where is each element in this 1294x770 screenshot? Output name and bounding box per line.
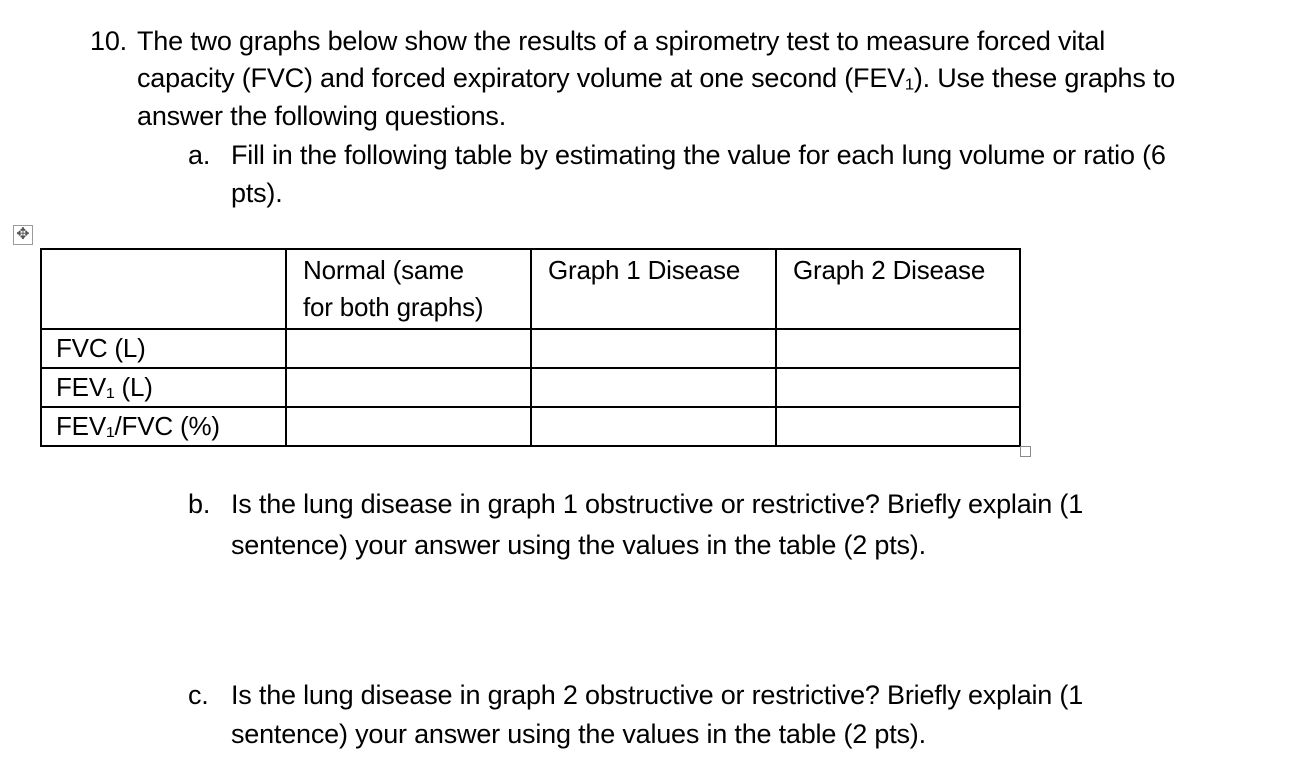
header-graph1-label: Graph 1 Disease (548, 255, 741, 285)
row-label-fvc-text: FVC (L) (56, 333, 146, 363)
cell-fev1-graph2[interactable] (776, 368, 1020, 407)
row-label-fev1[interactable] (41, 368, 286, 407)
part-b-text-line1: Is the lung disease in graph 1 obstructive or restrictive? Briefly explain (1 (231, 489, 1084, 519)
row-label-ratio-text: FEV₁/FVC (%) (56, 411, 220, 441)
move-glyph: ✥ (16, 226, 30, 243)
row-label-fev1-text: FEV₁ (L) (56, 372, 153, 402)
part-c-text-line2: sentence) your answer using the values in the table (2 pts). (231, 719, 926, 749)
table-header-row (41, 249, 1020, 329)
question-text-line2: capacity (FVC) and forced expiratory volume at one second (FEV₁). Use these graphs to (137, 63, 1176, 93)
part-a-text-line2: pts). (231, 178, 283, 208)
question-text-line3: answer the following questions. (137, 101, 507, 131)
cell-fvc-graph1[interactable] (531, 329, 776, 368)
cell-ratio-normal[interactable] (286, 407, 531, 446)
cell-ratio-graph2[interactable] (776, 407, 1020, 446)
row-label-ratio[interactable] (41, 407, 286, 446)
move-arrows-icon[interactable] (13, 225, 33, 245)
table-row-fev1 (41, 368, 1020, 407)
cell-fvc-graph2[interactable] (776, 329, 1020, 368)
resize-square-icon[interactable] (1020, 446, 1031, 457)
part-b-letter: b. (188, 489, 211, 519)
header-normal[interactable] (286, 249, 531, 329)
header-normal-line1: Normal (same (303, 255, 464, 285)
header-graph1[interactable] (531, 249, 776, 329)
cell-fev1-graph1[interactable] (531, 368, 776, 407)
part-c-letter: c. (188, 680, 209, 710)
cell-ratio-graph1[interactable] (531, 407, 776, 446)
part-b-text-line2: sentence) your answer using the values in the table (2 pts). (231, 530, 926, 560)
cell-fvc-normal[interactable] (286, 329, 531, 368)
row-label-fvc[interactable] (41, 329, 286, 368)
cell-fev1-normal[interactable] (286, 368, 531, 407)
question-number: 10. (90, 26, 127, 56)
part-c-text-line1: Is the lung disease in graph 2 obstructive or restrictive? Briefly explain (1 (231, 680, 1084, 710)
table-row-ratio (41, 407, 1020, 446)
table-row-fvc (41, 329, 1020, 368)
header-graph2[interactable] (776, 249, 1020, 329)
header-graph2-label: Graph 2 Disease (793, 255, 986, 285)
part-a-text-line1: Fill in the following table by estimating the value for each lung volume or ratio (6 (231, 140, 1166, 170)
fill-in-table (40, 248, 1021, 447)
header-empty-cell[interactable] (41, 249, 286, 329)
header-normal-line2: for both graphs) (303, 292, 484, 322)
question-text-line1: The two graphs below show the results of a spirometry test to measure forced vital (137, 26, 1106, 56)
part-a-letter: a. (188, 140, 211, 170)
